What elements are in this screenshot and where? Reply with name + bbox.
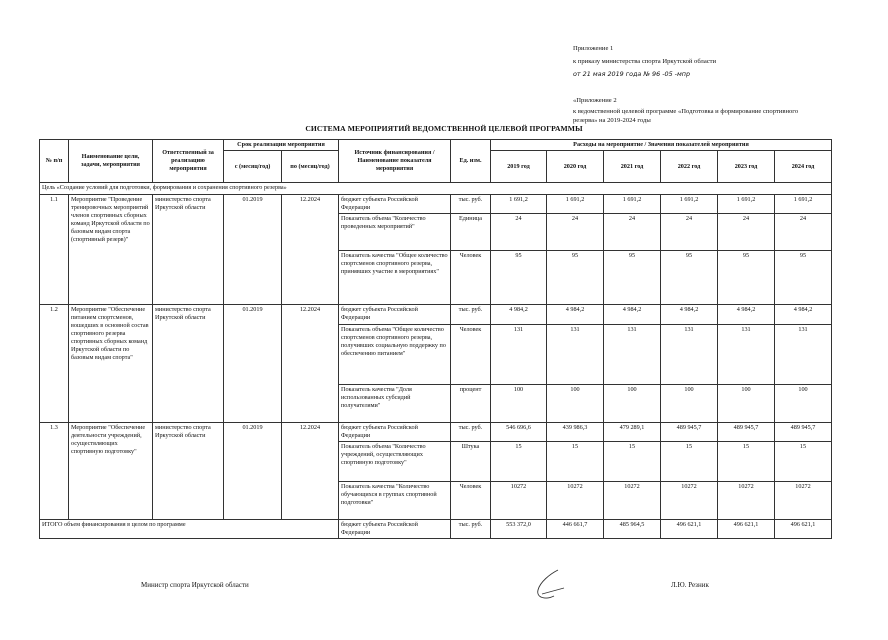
- value-cell: 131: [547, 325, 604, 385]
- table-row: [40, 423, 832, 442]
- value-cell: 24: [604, 214, 661, 251]
- responsible-cell: министерство спорта Иркутской области: [153, 195, 224, 305]
- value-cell: 131: [491, 325, 547, 385]
- measure-name: Мероприятие "Обеспечение деятельности учреждений, осуществляющих спортивную подготовку": [69, 423, 153, 520]
- measure-name: Мероприятие "Обеспечение питанием спортсменов, вошедших в основной состав спортивного резерва спортивных сборных команд Иркутской области по базовым видам спорта": [69, 305, 153, 423]
- value-cell: 100: [775, 385, 832, 423]
- value-cell: 4 984,2: [661, 305, 718, 325]
- value-cell: 15: [718, 442, 775, 482]
- value-cell: 24: [491, 214, 547, 251]
- col-num-header: № п/п: [40, 140, 69, 183]
- value-cell: 489 945,7: [718, 423, 775, 442]
- value-cell: 1 691,2: [547, 195, 604, 214]
- total-value-cell: 446 661,7: [547, 520, 604, 539]
- value-cell: 4 984,2: [775, 305, 832, 325]
- col-expenses-header: Расходы на мероприятие / Значения показателей мероприятия: [491, 140, 832, 151]
- measures-table: [39, 139, 832, 539]
- attachment-2-label: «Приложение 2: [573, 97, 617, 104]
- total-value-cell: 485 964,5: [604, 520, 661, 539]
- value-cell: 489 945,7: [661, 423, 718, 442]
- value-cell: 100: [661, 385, 718, 423]
- unit-cell: Единица: [451, 214, 491, 251]
- value-cell: 1 691,2: [491, 195, 547, 214]
- responsible-cell: министерство спорта Иркутской области: [153, 423, 224, 520]
- unit-cell: Человек: [451, 325, 491, 385]
- unit-cell: тыс. руб.: [451, 305, 491, 325]
- responsible-cell: министерство спорта Иркутской области: [153, 305, 224, 423]
- value-cell: 95: [491, 251, 547, 305]
- value-cell: 10272: [604, 482, 661, 520]
- source-cell: Показатель объема "Общее количество спортсменов спортивного резерва, получивших социальную поддержку по обеспечению питанием": [339, 325, 451, 385]
- total-value-cell: 496 621,1: [775, 520, 832, 539]
- value-cell: 10272: [491, 482, 547, 520]
- value-cell: 4 984,2: [604, 305, 661, 325]
- term-to: 12.2024: [282, 195, 339, 305]
- value-cell: 10272: [661, 482, 718, 520]
- source-cell: Показатель качества "Количество обучающихся в группах спортивной подготовки": [339, 482, 451, 520]
- signature-image: [528, 566, 576, 606]
- total-value-cell: 496 621,1: [661, 520, 718, 539]
- term-from: 01.2019: [224, 423, 282, 520]
- value-cell: 1 691,2: [661, 195, 718, 214]
- measure-name: Мероприятие "Проведение тренировочных мероприятий членов спортивных сборных команд Иркутской области по базовым видам спорта (спортивный резерв)": [69, 195, 153, 305]
- value-cell: 10272: [775, 482, 832, 520]
- total-unit: тыс. руб.: [451, 520, 491, 539]
- col-unit-header: Ед. изм.: [451, 140, 491, 183]
- total-value-cell: 553 372,0: [491, 520, 547, 539]
- value-cell: 100: [547, 385, 604, 423]
- unit-cell: процент: [451, 385, 491, 423]
- value-cell: 15: [661, 442, 718, 482]
- value-cell: 100: [491, 385, 547, 423]
- source-cell: бюджет субъекта Российской Федерации: [339, 195, 451, 214]
- value-cell: 24: [547, 214, 604, 251]
- value-cell: 15: [604, 442, 661, 482]
- col-source-header: Источник финансирования / Наименование показателя мероприятия: [339, 140, 451, 183]
- year-header: 2022 год: [661, 151, 718, 183]
- header-block: [573, 44, 798, 125]
- program-line-2: резерва» на 2019-2024 годы: [573, 117, 651, 124]
- measures-table-wrapper: [39, 139, 831, 555]
- unit-cell: тыс. руб.: [451, 423, 491, 442]
- value-cell: 131: [718, 325, 775, 385]
- unit-cell: Человек: [451, 251, 491, 305]
- minister-position: Министр спорта Иркутской области: [141, 581, 249, 589]
- table-row: [40, 305, 832, 325]
- year-header: 2020 год: [547, 151, 604, 183]
- attachment-1-label: Приложение 1: [573, 45, 614, 52]
- row-number: 1.2: [40, 305, 69, 423]
- value-cell: 95: [547, 251, 604, 305]
- year-header: 2021 год: [604, 151, 661, 183]
- value-cell: 1 691,2: [718, 195, 775, 214]
- col-name-header: Наименование цели, задачи, мероприятия: [69, 140, 153, 183]
- table-row: [40, 195, 832, 214]
- value-cell: 100: [718, 385, 775, 423]
- total-source: бюджет субъекта Российской Федерации: [339, 520, 451, 539]
- order-reference-text: от 21 мая 2019 года № 96 -05 -мпр: [573, 70, 691, 78]
- value-cell: 24: [775, 214, 832, 251]
- year-header: 2023 год: [718, 151, 775, 183]
- year-header: 2019 год: [491, 151, 547, 183]
- value-cell: 95: [775, 251, 832, 305]
- value-cell: 546 696,6: [491, 423, 547, 442]
- source-cell: Показатель объема "Количество проведенных мероприятий": [339, 214, 451, 251]
- col-term-header: Срок реализации мероприятия: [224, 140, 339, 151]
- value-cell: 95: [604, 251, 661, 305]
- source-cell: бюджет субъекта Российской Федерации: [339, 423, 451, 442]
- value-cell: 24: [718, 214, 775, 251]
- value-cell: 131: [661, 325, 718, 385]
- value-cell: 4 984,2: [718, 305, 775, 325]
- col-from-header: с (месяц/год): [224, 151, 282, 183]
- value-cell: 15: [775, 442, 832, 482]
- value-cell: 10272: [718, 482, 775, 520]
- source-cell: Показатель объема "Количество учреждений, осуществляющих спортивную подготовку": [339, 442, 451, 482]
- value-cell: 100: [604, 385, 661, 423]
- value-cell: 4 984,2: [491, 305, 547, 325]
- value-cell: 1 691,2: [775, 195, 832, 214]
- value-cell: 15: [491, 442, 547, 482]
- unit-cell: Штука: [451, 442, 491, 482]
- order-line: к приказу министерства спорта Иркутской области: [573, 58, 717, 65]
- document-title: СИСТЕМА МЕРОПРИЯТИЙ ВЕДОМСТВЕННОЙ ЦЕЛЕВОЙ ПРОГРАММЫ: [305, 124, 583, 133]
- row-number: 1.1: [40, 195, 69, 305]
- source-cell: Показатель качества "Доля использованных субсидий получателями": [339, 385, 451, 423]
- unit-cell: тыс. руб.: [451, 195, 491, 214]
- year-header: 2024 год: [775, 151, 832, 183]
- value-cell: 131: [604, 325, 661, 385]
- value-cell: 95: [718, 251, 775, 305]
- value-cell: 479 289,1: [604, 423, 661, 442]
- value-cell: 1 691,2: [604, 195, 661, 214]
- unit-cell: Человек: [451, 482, 491, 520]
- value-cell: 4 984,2: [547, 305, 604, 325]
- term-to: 12.2024: [282, 423, 339, 520]
- order-reference: [573, 70, 798, 79]
- col-responsible-header: Ответственный за реализацию мероприятия: [153, 140, 224, 183]
- goal-row: Цель «Создание условий для подготовки, формирования и сохранения спортивного резерва»: [40, 183, 832, 195]
- total-row: [40, 520, 832, 539]
- minister-name: Л.Ю. Резник: [671, 581, 709, 589]
- source-cell: Показатель качества "Общее количество спортсменов спортивного резерва, принявших участие в мероприятиях": [339, 251, 451, 305]
- col-to-header: по (месяц/год): [282, 151, 339, 183]
- value-cell: 24: [661, 214, 718, 251]
- term-from: 01.2019: [224, 305, 282, 423]
- total-value-cell: 496 621,1: [718, 520, 775, 539]
- term-to: 12.2024: [282, 305, 339, 423]
- value-cell: 10272: [547, 482, 604, 520]
- program-line-1: к ведомственной целевой программе «Подготовка и формирование спортивного: [573, 108, 799, 115]
- value-cell: 15: [547, 442, 604, 482]
- term-from: 01.2019: [224, 195, 282, 305]
- source-cell: бюджет субъекта Российской Федерации: [339, 305, 451, 325]
- total-label: ИТОГО объем финансирования в целом по программе: [40, 520, 339, 539]
- value-cell: 131: [775, 325, 832, 385]
- value-cell: 439 986,3: [547, 423, 604, 442]
- value-cell: 95: [661, 251, 718, 305]
- row-number: 1.3: [40, 423, 69, 520]
- value-cell: 489 945,7: [775, 423, 832, 442]
